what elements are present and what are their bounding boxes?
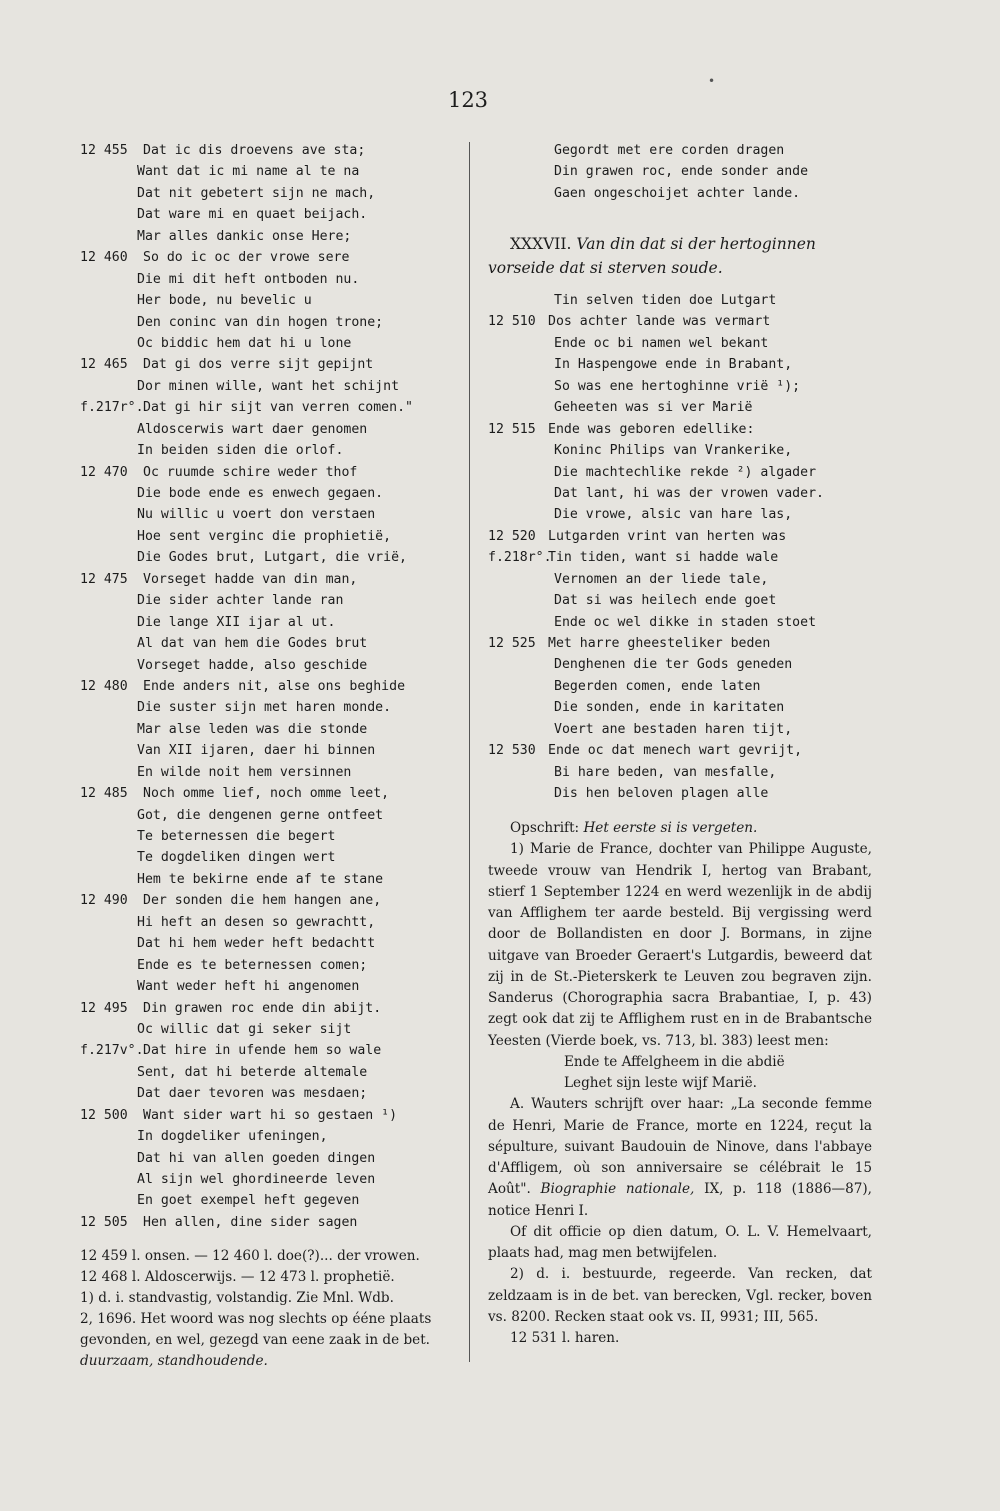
verse-line bbox=[488, 762, 874, 783]
verse-line bbox=[80, 1040, 462, 1061]
verse-number: f.217v°. bbox=[80, 1043, 144, 1059]
opschrift-text: Het eerste si is vergeten. bbox=[583, 820, 758, 836]
verse-number: 12 520 bbox=[488, 528, 536, 544]
verse-line bbox=[488, 161, 874, 182]
verse-text: Den coninc van din hogen trone; bbox=[137, 314, 384, 330]
verse-line bbox=[80, 890, 462, 911]
verse-line bbox=[80, 1126, 462, 1147]
verse-line bbox=[488, 612, 874, 633]
note-2: 2) d. i. bestuurde, regeerde. Van recken, dat zeldzaam is in de bet. van berecken, Vgl. recker, boven vs. 8200. Recken staat ook vs. II, 9931; III, 565. bbox=[488, 1266, 872, 1325]
verse-text: Aldoscerwis wart daer genomen bbox=[137, 421, 368, 437]
verse-line bbox=[80, 504, 462, 525]
verse-line bbox=[80, 269, 462, 290]
verse-text: Dat ic dis droevens ave sta; bbox=[143, 143, 366, 158]
verse-line bbox=[80, 247, 462, 268]
opschrift bbox=[488, 818, 872, 839]
verse-line bbox=[488, 697, 874, 718]
verse-text: So do ic oc der vrowe sere bbox=[143, 250, 350, 266]
footnote-line: 12 468 l. Aldoscerwijs. — 12 473 l. prophetië. bbox=[80, 1269, 395, 1285]
verse-text: Die Godes brut, Lutgart, die vrië, bbox=[137, 550, 407, 566]
verse-text: Gegordt met ere corden dragen bbox=[554, 143, 785, 158]
verse-text: Die suster sijn met haren monde. bbox=[137, 700, 392, 716]
verse-text: Geheeten was si ver Marië bbox=[554, 400, 753, 416]
verse-line bbox=[80, 1169, 462, 1190]
verse-line bbox=[488, 354, 874, 375]
verse-line bbox=[80, 569, 462, 590]
verse-text: Got, die dengenen gerne ontfeet bbox=[137, 807, 384, 823]
verse-text: Mar alse leden was die stonde bbox=[137, 721, 368, 737]
verse-line bbox=[80, 161, 462, 182]
right-verse-column bbox=[488, 290, 874, 805]
verse-line bbox=[80, 333, 462, 354]
verse-text: Die sider achter lande ran bbox=[137, 593, 344, 609]
verse-number: 12 505 bbox=[80, 1214, 128, 1230]
verse-number: 12 470 bbox=[80, 464, 128, 480]
verse-text: Dat lant, hi was der vrowen vader. bbox=[554, 485, 824, 501]
verse-line bbox=[80, 612, 462, 633]
verse-line bbox=[488, 290, 874, 311]
verse-text: Hi heft an desen so gewrachtt, bbox=[137, 914, 376, 930]
verse-number: 12 480 bbox=[80, 678, 128, 694]
verse-line bbox=[488, 526, 874, 547]
verse-text: Al sijn wel ghordineerde leven bbox=[137, 1172, 376, 1187]
verse-line bbox=[80, 1148, 462, 1169]
verse-line bbox=[488, 462, 874, 483]
verse-text: Dat ware mi en quaet beijach. bbox=[137, 207, 368, 223]
verse-text: Din grawen roc ende din abijt. bbox=[143, 1000, 382, 1016]
quote-line-2: Leghet sijn leste wijf Marië. bbox=[564, 1075, 757, 1091]
verse-text: Die vrowe, alsic van hare las, bbox=[554, 507, 793, 523]
verse-line bbox=[80, 483, 462, 504]
verse-text: Koninc Philips van Vrankerike, bbox=[554, 443, 793, 459]
verse-number: 12 515 bbox=[488, 421, 536, 437]
verse-line bbox=[80, 440, 462, 461]
verse-text: Dat hi hem weder heft bedachtt bbox=[137, 936, 376, 952]
verse-line bbox=[80, 633, 462, 654]
left-verse-column bbox=[80, 140, 462, 1233]
verse-number: f.218r°. bbox=[488, 550, 552, 566]
verse-number: 12 490 bbox=[80, 893, 128, 909]
verse-text: Tin selven tiden doe Lutgart bbox=[554, 293, 777, 308]
verse-text: Die lange XII ijar al ut. bbox=[137, 614, 336, 630]
verse-line bbox=[80, 312, 462, 333]
verse-text: Dat gi dos verre sijt gepijnt bbox=[143, 357, 374, 373]
verse-number: 12 460 bbox=[80, 250, 128, 266]
verse-text: Din grawen roc, ende sonder ande bbox=[554, 164, 809, 180]
verse-text: Dat daer tevoren was mesdaen; bbox=[137, 1086, 368, 1102]
verse-text: Lutgarden vrint van herten was bbox=[548, 528, 787, 544]
verse-line bbox=[488, 633, 874, 654]
verse-number: 12 495 bbox=[80, 1000, 128, 1016]
verse-line bbox=[488, 740, 874, 761]
verse-text: Te dogdeliken dingen wert bbox=[137, 850, 336, 866]
verse-text: Dat nit gebetert sijn ne mach, bbox=[137, 185, 376, 201]
verse-line bbox=[488, 654, 874, 675]
verse-text: Want dat ic mi name al te na bbox=[137, 164, 360, 180]
verse-text: Tin tiden, want si hadde wale bbox=[548, 550, 779, 566]
right-notes bbox=[488, 818, 872, 1349]
verse-line bbox=[80, 676, 462, 697]
left-footnotes bbox=[80, 1246, 464, 1372]
verse-line bbox=[80, 1062, 462, 1083]
wauters-tail: IX, p. 118 (1886—87), notice Henri I. bbox=[488, 1181, 873, 1219]
verse-text: Bi hare beden, van mesfalle, bbox=[554, 764, 777, 780]
verse-text: In beiden siden die orlof. bbox=[137, 443, 344, 459]
verse-line bbox=[80, 762, 462, 783]
verse-line bbox=[80, 826, 462, 847]
verse-line bbox=[80, 547, 462, 568]
verse-text: Noch omme lief, noch omme leet, bbox=[143, 786, 390, 802]
last-note: 12 531 l. haren. bbox=[510, 1330, 620, 1346]
verse-line bbox=[488, 183, 874, 204]
verse-text: Dat si was heilech ende goet bbox=[554, 593, 777, 609]
verse-line bbox=[80, 955, 462, 976]
verse-line bbox=[80, 805, 462, 826]
verse-number: 12 525 bbox=[488, 636, 536, 651]
verse-text: Dat hire in ufende hem so wale bbox=[143, 1043, 382, 1059]
verse-line bbox=[80, 740, 462, 761]
verse-line bbox=[80, 290, 462, 311]
verse-line bbox=[80, 226, 462, 247]
verse-text: Dat gi hir sijt van verren comen." bbox=[143, 400, 413, 416]
verse-text: Oc biddic hem dat hi u lone bbox=[137, 335, 352, 351]
quote-line-1: Ende te Affelgheem in die abdië bbox=[564, 1053, 785, 1070]
verse-text: Ende es te beternessen comen; bbox=[137, 957, 368, 973]
verse-text: Ende oc wel dikke in staden stoet bbox=[554, 614, 817, 630]
verse-text: Begerden comen, ende laten bbox=[554, 678, 761, 694]
verse-line bbox=[488, 376, 874, 397]
verse-text: Vernomen an der liede tale, bbox=[554, 571, 769, 587]
verse-text: Oc willic dat gi seker sijt bbox=[137, 1021, 352, 1037]
verse-line bbox=[488, 719, 874, 740]
verse-text: Van XII ijaren, daer hi binnen bbox=[137, 743, 376, 759]
verse-text: Met harre gheesteliker beden bbox=[548, 636, 771, 651]
verse-line bbox=[80, 376, 462, 397]
wauters-text: A. Wauters schrijft over haar: „La seconde femme de Henri, Marie de France, morte en 1224, reçut la sépulture, suivant Baudouin de Ninove, dans l'abbaye d'Affligem, où son anniversaire se célébrait le 15 Août". bbox=[488, 1096, 872, 1198]
opschrift-label: Opschrift: bbox=[510, 820, 580, 836]
verse-line bbox=[80, 697, 462, 718]
verse-line bbox=[488, 397, 874, 418]
verse-text: Ende anders nit, alse ons beghide bbox=[143, 678, 406, 694]
verse-number: 12 475 bbox=[80, 571, 128, 587]
verse-text: Hem te bekirne ende af te stane bbox=[137, 871, 384, 887]
verse-text: Die sonden, ende in karitaten bbox=[554, 700, 785, 716]
verse-text: Die mi dit heft ontboden nu. bbox=[137, 271, 360, 287]
verse-text: Gaen ongeschoijet achter lande. bbox=[554, 185, 801, 201]
verse-line bbox=[488, 140, 874, 161]
footnote-line: 1) d. i. standvastig, volstandig. Zie Mnl. Wdb. bbox=[80, 1290, 394, 1306]
verse-line bbox=[80, 1083, 462, 1104]
verse-text: Hen allen, dine sider sagen bbox=[143, 1214, 358, 1230]
verse-line bbox=[80, 719, 462, 740]
verse-line bbox=[488, 440, 874, 461]
verse-line bbox=[80, 183, 462, 204]
verse-line bbox=[488, 676, 874, 697]
verse-text: Te beternessen die begert bbox=[137, 829, 336, 844]
verse-line bbox=[80, 976, 462, 997]
verse-line bbox=[80, 933, 462, 954]
verse-line bbox=[80, 526, 462, 547]
verse-number: 12 465 bbox=[80, 357, 128, 373]
wauters-quote bbox=[488, 1094, 872, 1222]
verse-line bbox=[80, 462, 462, 483]
verse-text: Her bode, nu bevelic u bbox=[137, 293, 312, 309]
verse-text: En goet exempel heft gegeven bbox=[137, 1193, 360, 1209]
verse-line bbox=[488, 419, 874, 440]
verse-line bbox=[488, 311, 874, 332]
chapter-heading bbox=[488, 232, 874, 280]
chapter-number: XXXVII. bbox=[510, 235, 572, 253]
verse-number: 12 500 bbox=[80, 1107, 128, 1123]
verse-line bbox=[80, 1019, 462, 1040]
verse-text: Want weder heft hi angenomen bbox=[137, 979, 360, 995]
verse-line bbox=[80, 419, 462, 440]
verse-text: Nu willic u voert don verstaen bbox=[137, 507, 376, 523]
verse-line bbox=[80, 140, 462, 161]
verse-line bbox=[80, 590, 462, 611]
page-number: 123 bbox=[447, 88, 489, 112]
verse-line bbox=[488, 590, 874, 611]
verse-text: In Haspengowe ende in Brabant, bbox=[554, 357, 793, 373]
verse-line bbox=[488, 333, 874, 354]
verse-line bbox=[80, 204, 462, 225]
verse-line bbox=[488, 783, 874, 804]
verse-line bbox=[80, 1105, 462, 1126]
verse-line bbox=[80, 847, 462, 868]
verse-text: Ende oc bi namen wel bekant bbox=[554, 335, 769, 351]
verse-text: Mar alles dankic onse Here; bbox=[137, 228, 352, 244]
officie-note: Of dit officie op dien datum, O. L. V. Hemelvaart, plaats had, mag men betwijfelen. bbox=[488, 1223, 872, 1261]
verse-text: Der sonden die hem hangen ane, bbox=[143, 893, 382, 909]
verse-text: Die machtechlike rekde ²) algader bbox=[554, 464, 817, 480]
verse-text: Die bode ende es enwech gegaen. bbox=[137, 486, 384, 501]
verse-text: Dat hi van allen goeden dingen bbox=[137, 1150, 376, 1166]
footnote-line: 12 459 l. onsen. — 12 460 l. doe(?)... der vrowen. bbox=[80, 1248, 420, 1264]
column-divider bbox=[469, 142, 470, 1362]
verse-text: Dor minen wille, want het schijnt bbox=[137, 378, 400, 394]
printer-mark: • bbox=[708, 74, 716, 88]
verse-line bbox=[488, 483, 874, 504]
verse-number: f.217r°. bbox=[80, 400, 144, 416]
verse-line bbox=[80, 397, 462, 418]
footnote-line: gevonden, en wel, gezegd van eene zaak in de bet. bbox=[80, 1332, 430, 1348]
footnote-line: duurzaam, standhoudende. bbox=[80, 1353, 268, 1369]
verse-number: 12 485 bbox=[80, 786, 128, 802]
verse-line bbox=[80, 998, 462, 1019]
verse-line bbox=[80, 354, 462, 375]
footnote-line: 2, 1696. Het woord was nog slechts op ééne plaats bbox=[80, 1311, 432, 1327]
chapter-title-part2: vorseide dat si sterven soude. bbox=[488, 259, 723, 277]
verse-text: En wilde noit hem versinnen bbox=[137, 764, 352, 780]
verse-line bbox=[488, 547, 874, 568]
verse-text: Ende oc dat menech wart gevrijt, bbox=[548, 743, 803, 759]
verse-text: Voert ane bestaden haren tijt, bbox=[554, 721, 793, 737]
note-1: 1) Marie de France, dochter van Philippe Auguste, tweede vrouw van Hendrik I, hertog van Brabant, stierf 1 September 1224 en werd wezenlijk in de abdij van Afflighem ter aarde besteld. Bij vergissing werd door de Bollandisten en door J. Bormans, in zijne uitgave van Broeder Geraert's Lutgardis, beweerd dat zij in de St.-Pieterskerk te Leuven zou begraven zijn. Sanderus (Chorographia sacra Brabantiae, I, p. 43) zegt ook dat zij te Afflighem rust en in de Brabantsche Yeesten (Vierde boek, vs. 713, bl. 383) leest men: bbox=[488, 841, 872, 1049]
verse-number: 12 510 bbox=[488, 314, 536, 330]
verse-number: 12 455 bbox=[80, 143, 128, 158]
verse-text: Oc ruumde schire weder thof bbox=[143, 464, 358, 480]
verse-text: Vorseget hadde, also geschide bbox=[137, 657, 368, 673]
verse-text: Sent, dat hi beterde altemale bbox=[137, 1064, 368, 1080]
wauters-source: Biographie nationale, bbox=[540, 1181, 695, 1198]
right-continuation-verses bbox=[488, 140, 874, 204]
verse-line bbox=[80, 1212, 462, 1233]
verse-text: So was ene hertoghinne vrië ¹); bbox=[554, 378, 801, 394]
verse-line bbox=[80, 655, 462, 676]
verse-line bbox=[488, 569, 874, 590]
verse-text: In dogdeliker ufeningen, bbox=[137, 1129, 328, 1145]
verse-text: Want sider wart hi so gestaen ¹) bbox=[143, 1107, 398, 1123]
verse-line bbox=[488, 504, 874, 525]
verse-number: 12 530 bbox=[488, 743, 536, 759]
verse-text: Hoe sent verginc die prophietië, bbox=[137, 528, 392, 544]
verse-text: Al dat van hem die Godes brut bbox=[137, 636, 368, 652]
verse-text: Vorseget hadde van din man, bbox=[143, 571, 358, 587]
verse-text: Ende was geboren edellike: bbox=[548, 421, 755, 437]
verse-text: Dos achter lande was vermart bbox=[548, 314, 771, 330]
verse-text: Denghenen die ter Gods geneden bbox=[554, 657, 793, 673]
verse-line bbox=[80, 1190, 462, 1211]
verse-line bbox=[80, 783, 462, 804]
chapter-title-part1: Van din dat si der hertoginnen bbox=[576, 235, 816, 253]
verse-line bbox=[80, 912, 462, 933]
verse-line bbox=[80, 869, 462, 890]
verse-text: Dis hen beloven plagen alle bbox=[554, 786, 769, 802]
